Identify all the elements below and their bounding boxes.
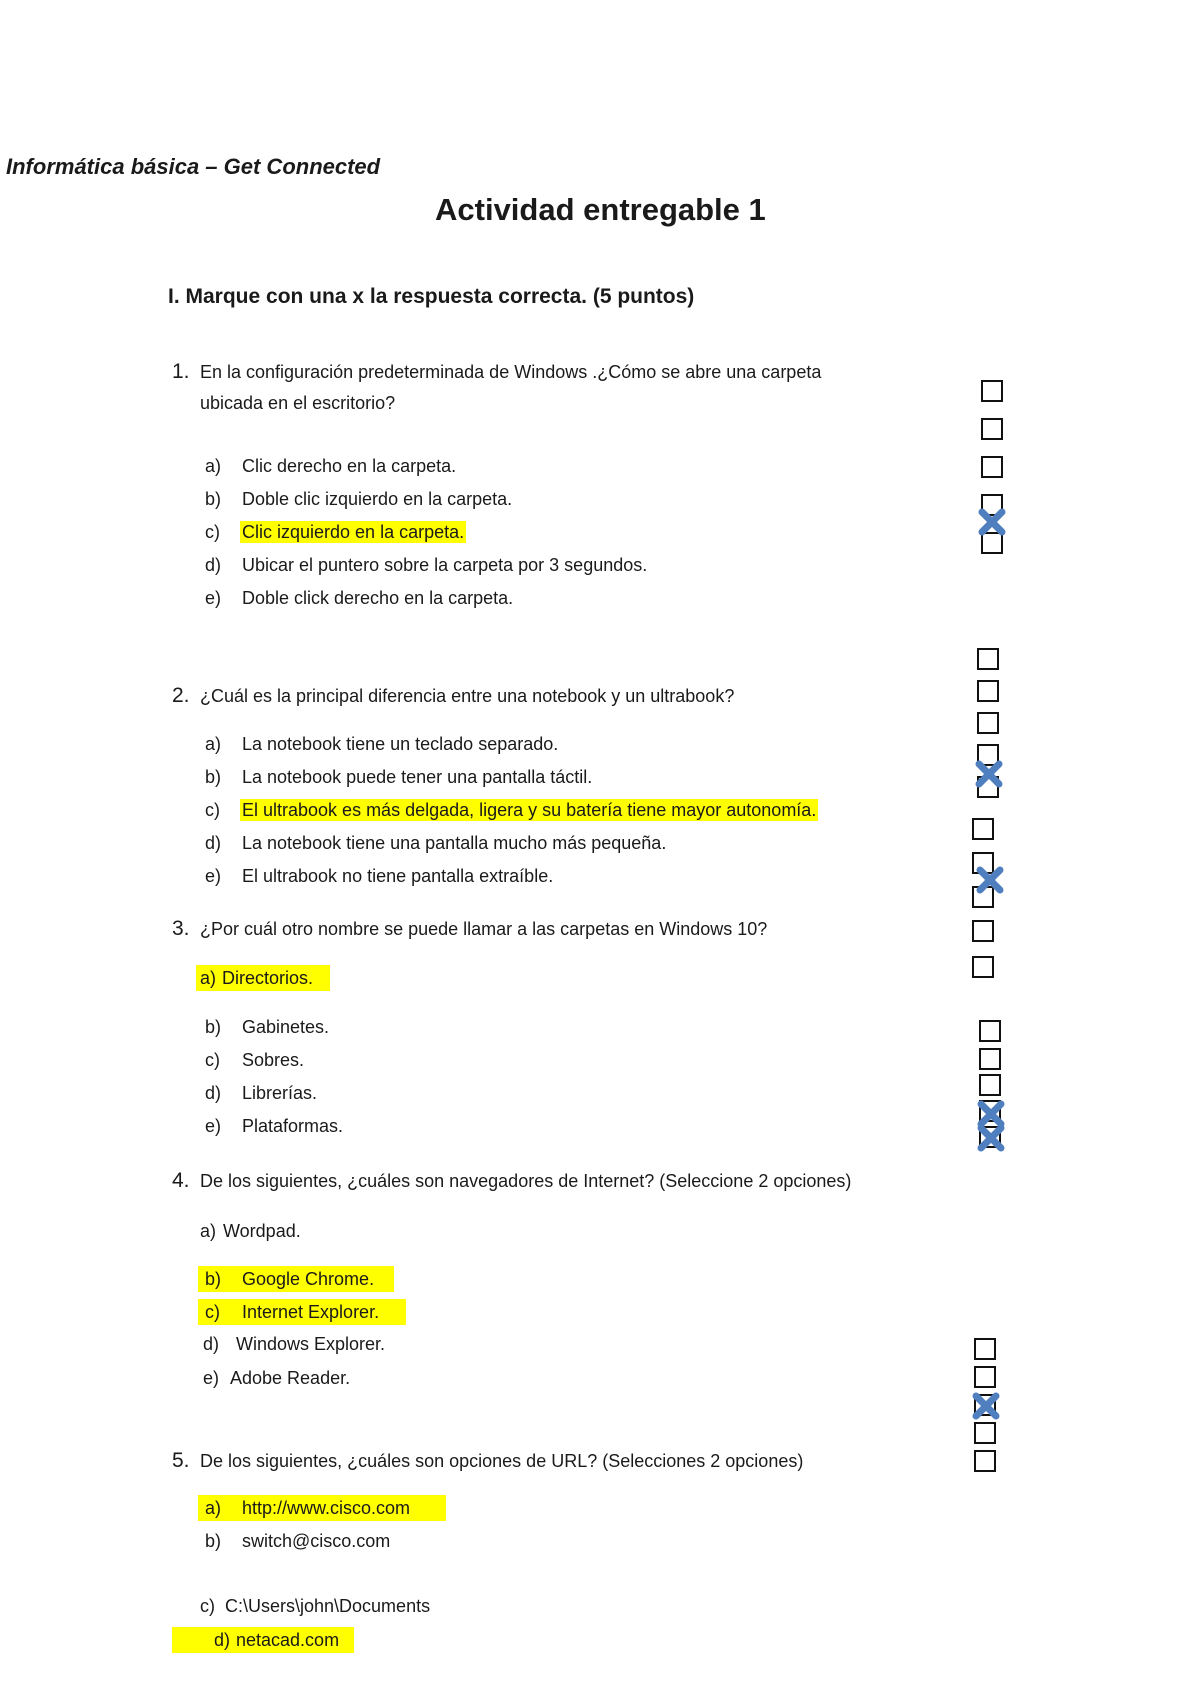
option-letter: d) [205,833,222,853]
x-mark-icon [972,1392,1000,1420]
question-text: De los siguientes, ¿cuáles son opciones de URL? (Selecciones 2 opciones) [200,1451,804,1471]
option-text: Ubicar el puntero sobre la carpeta por 3 segundos. [242,555,648,575]
answer-checkbox[interactable] [977,648,999,670]
option-text: Gabinetes. [242,1017,330,1037]
question-text: De los siguientes, ¿cuáles son navegadores de Internet? (Seleccione 2 opciones) [200,1171,852,1191]
option-text: Clic derecho en la carpeta. [242,456,457,476]
option-text-highlighted: Directorios. [222,968,314,988]
section-heading: I. Marque con una x la respuesta correcta. (5 puntos) [168,285,695,308]
answer-checkbox[interactable] [974,1450,996,1472]
question-text: ¿Cuál es la principal diferencia entre una notebook y un ultrabook? [200,686,735,706]
x-mark-icon [976,866,1004,894]
option-text: Wordpad. [223,1221,301,1241]
answer-checkbox[interactable] [972,920,994,942]
option-text-highlighted: http://www.cisco.com [242,1498,411,1518]
option-text-highlighted: Clic izquierdo en la carpeta. [242,522,465,542]
option-letter: d) [203,1334,220,1354]
question-number: 4. [172,1169,190,1192]
option-text: Doble click derecho en la carpeta. [242,588,514,608]
option-text: Doble clic izquierdo en la carpeta. [242,489,513,509]
option-letter: b) [205,767,222,787]
answer-checkbox[interactable] [972,818,994,840]
x-mark-icon [975,760,1003,788]
option-text: La notebook tiene una pantalla mucho más pequeña. [242,833,667,853]
option-text: Plataformas. [242,1116,344,1136]
option-letter: e) [205,588,222,608]
option-letter: d) [214,1630,231,1650]
question-number: 3. [172,917,190,940]
answer-checkbox[interactable] [979,1074,1001,1096]
option-letter: c) [205,800,220,820]
option-text-highlighted: Internet Explorer. [242,1302,380,1322]
option-letter: e) [203,1368,220,1388]
option-letter: a) [205,734,222,754]
option-text: switch@cisco.com [242,1531,391,1551]
option-letter: b) [205,1269,222,1289]
answer-checkbox[interactable] [981,456,1003,478]
question-text: En la configuración predeterminada de Windows .¿Cómo se abre una carpeta [200,362,822,382]
option-text: Librerías. [242,1083,318,1103]
answer-checkbox[interactable] [979,1020,1001,1042]
question-text: ¿Por cuál otro nombre se puede llamar a las carpetas en Windows 10? [200,919,768,939]
answer-checkbox[interactable] [981,380,1003,402]
option-text: Sobres. [242,1050,305,1070]
option-letter: a) [200,1221,217,1241]
option-letter: a) [200,968,217,988]
question-number: 2. [172,684,190,707]
page-title: Actividad entregable 1 [435,192,766,227]
answer-checkbox[interactable] [979,1048,1001,1070]
question-text: ubicada en el escritorio? [200,393,396,413]
x-mark-icon [978,508,1006,536]
option-text: C:\Users\john\Documents [225,1596,431,1616]
question-number: 5. [172,1449,190,1472]
option-letter: d) [205,555,222,575]
option-text: El ultrabook no tiene pantalla extraíble. [242,866,554,886]
course-title: Informática básica – Get Connected [6,154,381,179]
answer-checkbox[interactable] [977,712,999,734]
option-letter: c) [205,1302,220,1322]
option-letter: b) [205,489,222,509]
option-text: Adobe Reader. [230,1368,351,1388]
option-letter: e) [205,866,222,886]
question-number: 1. [172,360,190,383]
option-text-highlighted: Google Chrome. [242,1269,375,1289]
answer-checkbox[interactable] [981,418,1003,440]
option-letter: d) [205,1083,222,1103]
option-letter: b) [205,1017,222,1037]
option-text: La notebook tiene un teclado separado. [242,734,559,754]
option-text: Windows Explorer. [236,1334,386,1354]
answer-checkbox[interactable] [974,1422,996,1444]
option-letter: a) [205,456,222,476]
option-text-highlighted: El ultrabook es más delgada, ligera y su batería tiene mayor autonomía. [242,800,817,820]
option-text-highlighted: netacad.com [236,1630,340,1650]
x-mark-icon [977,1124,1005,1152]
option-letter: a) [205,1498,222,1518]
option-letter: c) [205,522,220,542]
option-letter: b) [205,1531,222,1551]
option-letter: e) [205,1116,222,1136]
answer-checkbox[interactable] [972,956,994,978]
option-text: La notebook puede tener una pantalla táctil. [242,767,593,787]
answer-checkbox[interactable] [974,1338,996,1360]
answer-checkbox[interactable] [977,680,999,702]
option-letter: c) [200,1596,215,1616]
option-letter: c) [205,1050,220,1070]
answer-checkbox[interactable] [974,1366,996,1388]
